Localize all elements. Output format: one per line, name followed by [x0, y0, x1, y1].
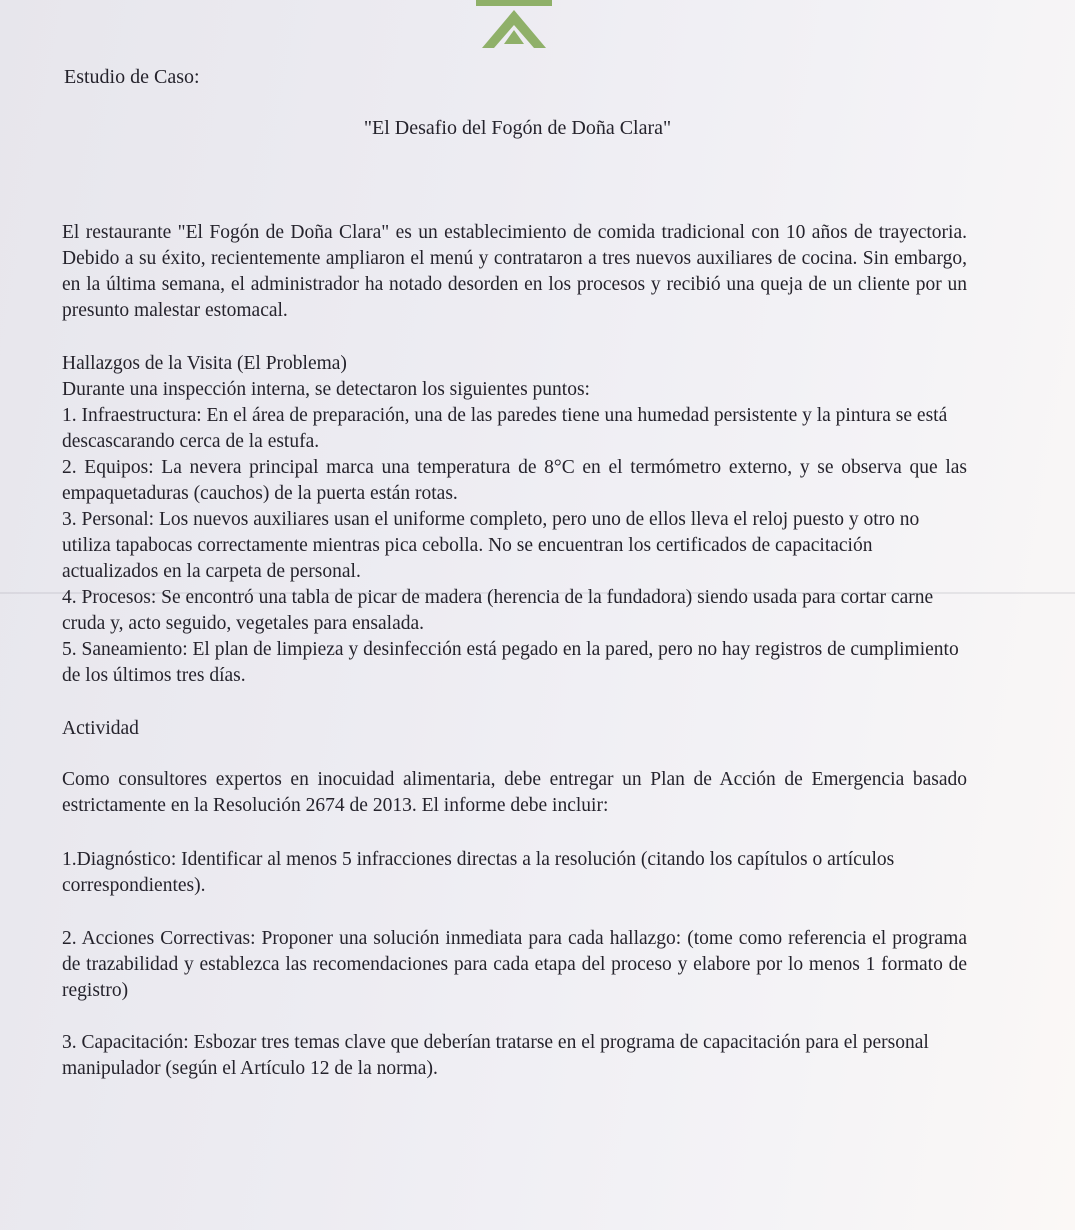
findings-heading: Hallazgos de la Visita (El Problema)	[62, 353, 347, 374]
task-item: 1.Diagnóstico: Identificar al menos 5 infracciones directas a la resolución (citando los capítulos o artículos correspondientes).	[62, 849, 895, 896]
document-title: "El Desafio del Fogón de Doña Clara"	[363, 117, 672, 139]
task-item: 3. Capacitación: Esbozar tres temas clave que deberían tratarse en el programa de capacitación para el personal manipulador (según el Artículo 12 de la norma).	[62, 1032, 929, 1079]
sena-logo-icon	[466, 0, 562, 56]
activity-heading: Actividad	[62, 718, 139, 739]
task-item: 2. Acciones Correctivas: Proponer una solución inmediata para cada hallazgo: (tome como referencia el programa de trazabilidad y establezca las recomendaciones para cada etapa del proceso y elabore por lo menos 1 formato de registro)	[62, 928, 967, 1001]
finding-item: 1. Infraestructura: En el área de preparación, una de las paredes tiene una humedad persistente y la pintura se está descascarando cerca de la estufa.	[62, 405, 948, 452]
intro-paragraph: El restaurante "El Fogón de Doña Clara" es un establecimiento de comida tradicional con 10 años de trayectoria. Debido a su éxito, recientemente ampliaron el menú y contrataron a tres nuevos auxiliares de cocina. Sin embargo, en la última semana, el administrador ha notado desorden en los procesos y recibió una queja de un cliente por un presunto malestar estomacal.	[62, 222, 967, 321]
activity-intro: Como consultores expertos en inocuidad alimentaria, debe entregar un Plan de Acción de Emergencia basado estrictamente en la Resolución 2674 de 2013. El informe debe incluir:	[62, 769, 967, 816]
finding-item: 2. Equipos: La nevera principal marca una temperatura de 8°C en el termómetro externo, y se observa que las empaquetaduras (cauchos) de la puerta están rotas.	[62, 457, 967, 504]
finding-item: 3. Personal: Los nuevos auxiliares usan el uniforme completo, pero uno de ellos lleva el reloj puesto y otro no utiliza tapabocas correctamente mientras pica cebolla. No se encuentran los certificados de capacitación actualizados en la carpeta de personal.	[62, 509, 920, 582]
finding-item: 5. Saneamiento: El plan de limpieza y desinfección está pegado en la pared, pero no hay registros de cumplimiento de los últimos tres días.	[62, 639, 959, 686]
case-study-label: Estudio de Caso:	[64, 66, 200, 88]
findings-intro: Durante una inspección interna, se detectaron los siguientes puntos:	[62, 379, 590, 400]
finding-item: 4. Procesos: Se encontró una tabla de picar de madera (herencia de la fundadora) siendo usada para cortar carne cruda y, acto seguido, vegetales para ensalada.	[62, 587, 934, 634]
